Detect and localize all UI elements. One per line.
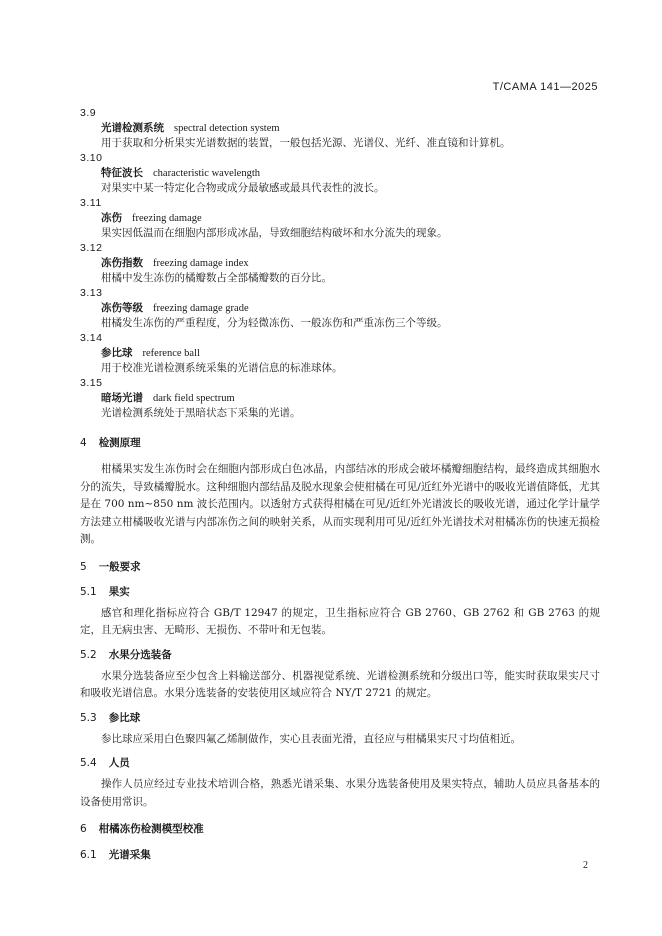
section-title: 柑橘冻伤检测模型校准 bbox=[98, 823, 204, 835]
term-definition: 用于获取和分析果实光谱数据的装置，一般包括光源、光谱仪、光纤、准直镜和计算机。 bbox=[101, 137, 511, 149]
subsection-5-4-paragraph: 操作人员应经过专业技术培训合格，熟悉光谱采集、水果分选装备使用及果实特点，辅助人员应具备基本的设备使用常识。 bbox=[80, 778, 600, 808]
section-4-paragraph: 柑橘果实发生冻伤时会在细胞内部形成白色冰晶，内部结冰的形成会破坏橘瓣细胞结构，最终造成其细胞水分的流失，导致橘瓣脱水。这种细胞内部结晶及脱水现象会使柑橘在可见/近红外光谱中的吸收光谱值降低，尤其是在 700 nm~850 nm 波长范围内。以透射方式获得柑橘在可见/近红外光谱波长的吸收光谱，通过化学计量学方法建立柑橘吸收光谱与内部冻伤之间的映射关系，从而实现利用可见/近红外光谱技术对柑橘冻伤的快速无损检测。 bbox=[80, 463, 600, 545]
term-chinese: 冻伤等级 bbox=[101, 302, 143, 314]
section-number: 6.1 bbox=[80, 849, 97, 861]
term-definition: 柑橘发生冻伤的严重程度，分为轻微冻伤、一般冻伤和严重冻伤三个等级。 bbox=[101, 317, 448, 329]
term-entry bbox=[80, 286, 600, 331]
term-definition: 柑橘中发生冻伤的橘瓣数占全部橘瓣数的百分比。 bbox=[101, 272, 332, 284]
subsection-5-4-heading bbox=[80, 756, 600, 771]
section-number: 5.2 bbox=[80, 648, 97, 661]
term-chinese: 暗场光谱 bbox=[101, 392, 143, 404]
term-number: 3.11 bbox=[80, 197, 102, 209]
subsection-5-2-heading bbox=[80, 648, 600, 663]
standard-code-header: T/CAMA 141—2025 bbox=[492, 81, 598, 93]
term-number: 3.12 bbox=[80, 242, 103, 254]
section-5-heading bbox=[80, 560, 600, 575]
section-title: 果实 bbox=[108, 585, 130, 598]
term-definition: 用于校准光谱检测系统采集的光谱信息的标准球体。 bbox=[101, 362, 343, 374]
term-definition: 光谱检测系统处于黑暗状态下采集的光谱。 bbox=[101, 407, 301, 419]
term-entry bbox=[80, 241, 600, 286]
term-definition: 果实因低温而在细胞内部形成冰晶，导致细胞结构破坏和水分流失的现象。 bbox=[101, 227, 448, 239]
section-title: 参比球 bbox=[108, 711, 141, 724]
term-english: characteristic wavelength bbox=[153, 168, 260, 179]
term-english: freezing damage index bbox=[153, 258, 249, 269]
subsection-5-3-heading bbox=[80, 711, 600, 726]
section-title: 人员 bbox=[108, 757, 130, 769]
section-number: 4 bbox=[80, 437, 87, 449]
document-body bbox=[80, 106, 600, 863]
term-definition: 对果实中某一特定化合物或成分最敏感或最具代表性的波长。 bbox=[101, 182, 385, 194]
section-title: 一般要求 bbox=[98, 560, 141, 573]
term-english: freezing damage bbox=[132, 213, 202, 224]
section-4-heading bbox=[80, 436, 600, 451]
section-number: 5 bbox=[80, 560, 87, 573]
term-chinese: 特征波长 bbox=[101, 167, 143, 179]
term-number: 3.13 bbox=[80, 287, 103, 299]
subsection-5-3-paragraph: 参比球应采用白色聚四氟乙烯制做作，实心且表面光滑，直径应与柑橘果实尺寸均值相近。 bbox=[101, 732, 521, 745]
term-chinese: 冻伤指数 bbox=[101, 257, 143, 269]
term-english: spectral detection system bbox=[174, 123, 280, 134]
section-number: 5.1 bbox=[80, 585, 97, 598]
section-title: 光谱采集 bbox=[108, 849, 151, 861]
term-number: 3.10 bbox=[80, 152, 103, 164]
term-english: reference ball bbox=[142, 348, 200, 359]
section-title: 检测原理 bbox=[98, 437, 141, 449]
page-number: 2 bbox=[583, 860, 588, 871]
section-title: 水果分选装备 bbox=[108, 648, 172, 661]
term-english: freezing damage grade bbox=[153, 303, 249, 314]
term-chinese: 冻伤 bbox=[101, 212, 122, 224]
term-number: 3.14 bbox=[80, 332, 103, 344]
section-number: 6 bbox=[80, 823, 87, 835]
section-6-heading bbox=[80, 822, 600, 837]
term-entry bbox=[80, 376, 600, 421]
term-entry bbox=[80, 151, 600, 196]
subsection-5-1-heading bbox=[80, 585, 600, 600]
term-entry bbox=[80, 331, 600, 376]
term-number: 3.15 bbox=[80, 377, 103, 389]
term-english: dark field spectrum bbox=[153, 393, 235, 404]
subsection-6-1-heading bbox=[80, 848, 600, 863]
term-chinese: 光谱检测系统 bbox=[101, 122, 164, 134]
subsection-5-2-paragraph: 水果分选装备应至少包含上料输送部分、机器视觉系统、光谱检测系统和分级出口等，能实时获取果实尺寸和吸收光谱信息。水果分选装备的安装使用区域应符合 NY/T 2721 的规定。 bbox=[80, 669, 600, 699]
term-chinese: 参比球 bbox=[101, 347, 133, 359]
section-number: 5.3 bbox=[80, 711, 97, 724]
term-entry bbox=[80, 196, 600, 241]
section-number: 5.4 bbox=[80, 757, 97, 769]
term-number: 3.9 bbox=[80, 107, 97, 119]
term-entry bbox=[80, 106, 600, 151]
subsection-5-1-paragraph: 感官和理化指标应符合 GB/T 12947 的规定，卫生指标应符合 GB 2760、GB 2762 和 GB 2763 的规定，且无病虫害、无畸形、无损伤、不带叶和无包装。 bbox=[80, 606, 600, 636]
